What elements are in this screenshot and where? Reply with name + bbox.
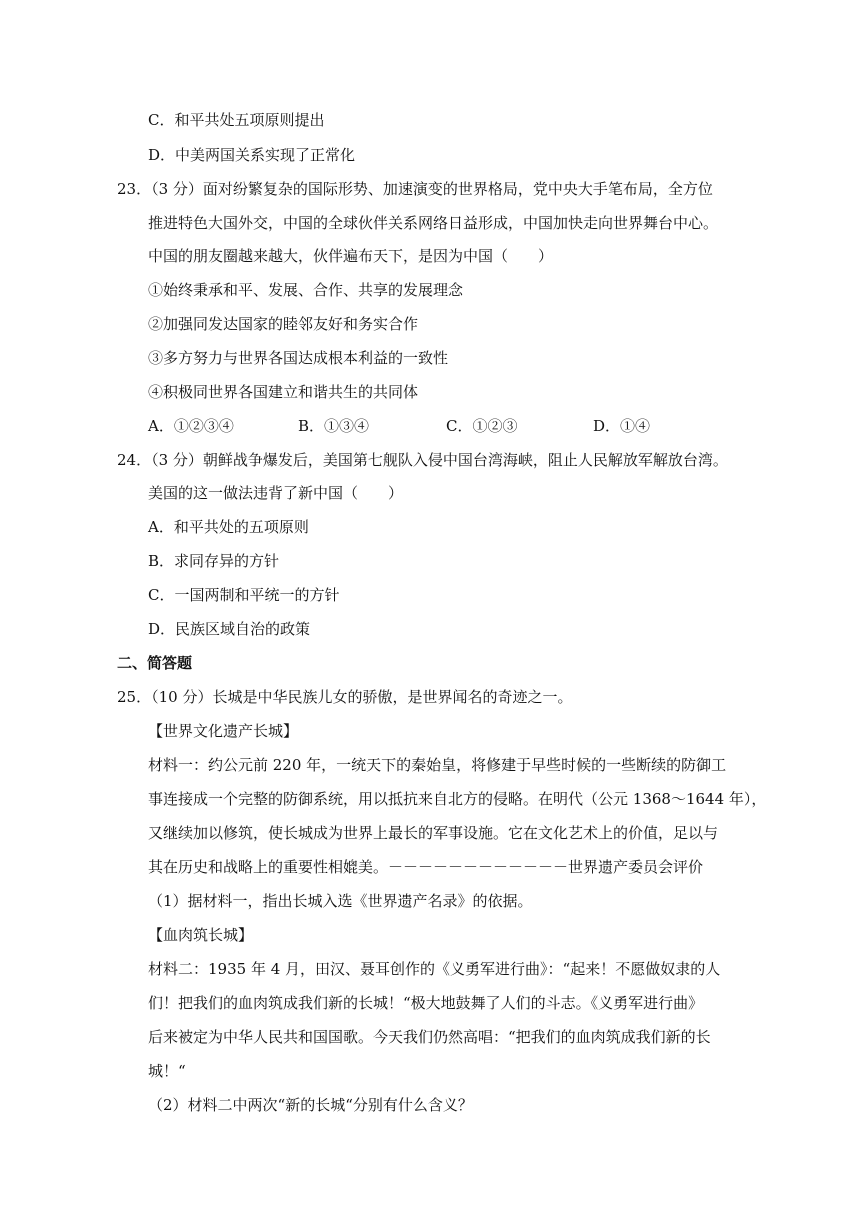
q22-option-d: D．中美两国关系实现了正常化 xyxy=(148,146,356,164)
q22-option-c: C．和平共处五项原则提出 xyxy=(148,111,325,129)
q24-option-c: C．一国两制和平统一的方针 xyxy=(148,586,340,604)
q23-option-d: D．①④ xyxy=(593,417,651,435)
q23-option-c: C．①②③ xyxy=(446,417,518,435)
q25-material-2-line-1: 材料二：1935 年 4 月，田汉、聂耳创作的《义勇军进行曲》：“起来！不愿做奴隶的人 xyxy=(148,960,721,978)
q24-option-a: A．和平共处的五项原则 xyxy=(148,518,309,536)
q25-material-2-line-2: 们！把我们的血肉筑成我们新的长城！“极大地鼓舞了人们的斗志。《义勇军进行曲》 xyxy=(148,994,704,1012)
q25-stem: 25．（10 分）长城是中华民族儿女的骄傲，是世界闻名的奇迹之一。 xyxy=(117,688,573,706)
q25-material-2-line-4: 城！“ xyxy=(148,1062,186,1080)
q23-option-a: A．①②③④ xyxy=(148,417,234,435)
q23-stem-line-3: 中国的朋友圈越来越大，伙伴遍布天下，是因为中国（ ） xyxy=(148,247,554,265)
q25-material-1-line-2: 事连接成一个完整的防御系统，用以抵抗来自北方的侵略。在明代（公元 1368～1644 年）， xyxy=(148,790,767,808)
q23-options-row xyxy=(148,416,708,436)
q25-material-1-line-3: 又继续加以修筑，使长城成为世界上最长的军事设施。它在文化艺术上的价值，足以与 xyxy=(148,824,719,842)
q25-material-1-line-1: 材料一：约公元前 220 年，一统天下的秦始皇，将修建于早些时候的一些断续的防御工 xyxy=(148,756,727,774)
section-title: 二、简答题 xyxy=(117,654,193,672)
q23-item-3: ③多方努力与世界各国达成根本利益的一致性 xyxy=(148,349,449,367)
q25-heading-1: 【世界文化遗产长城】 xyxy=(148,722,299,740)
q25-material-1-line-4: 其在历史和战略上的重要性相媲美。－－－－－－－－－－－－世界遗产委员会评价 xyxy=(148,858,704,876)
q23-stem-line-2: 推进特色大国外交，中国的全球伙伴关系网络日益形成，中国加快走向世界舞台中心。 xyxy=(148,214,719,232)
q25-heading-2: 【血肉筑长城】 xyxy=(148,926,254,944)
q24-option-b: B．求同存异的方针 xyxy=(148,552,280,570)
q23-item-1: ①始终秉承和平、发展、合作、共享的发展理念 xyxy=(148,281,464,299)
q23-option-b: B．①③④ xyxy=(298,417,370,435)
q25-sub-question-1: （1）据材料一，指出长城入选《世界遗产名录》的依据。 xyxy=(148,892,533,910)
q23-item-4: ④积极同世界各国建立和谐共生的共同体 xyxy=(148,383,419,401)
q25-material-2-line-3: 后来被定为中华人民共和国国歌。今天我们仍然高唱：“把我们的血肉筑成我们新的长 xyxy=(148,1028,711,1046)
q25-sub-question-2: （2）材料二中两次“新的长城“分别有什么含义？ xyxy=(148,1096,473,1114)
q23-stem-line-1: 23．（3 分）面对纷繁复杂的国际形势、加速演变的世界格局，党中央大手笔布局，全方位 xyxy=(117,180,713,198)
q24-stem-line-1: 24．（3 分）朝鲜战争爆发后，美国第七舰队入侵中国台湾海峡，阻止人民解放军解放台湾。 xyxy=(117,451,728,469)
q24-stem-line-2: 美国的这一做法违背了新中国（ ） xyxy=(148,484,404,502)
q24-option-d: D．民族区域自治的政策 xyxy=(148,620,311,638)
q23-item-2: ②加强同发达国家的睦邻友好和务实合作 xyxy=(148,315,419,333)
